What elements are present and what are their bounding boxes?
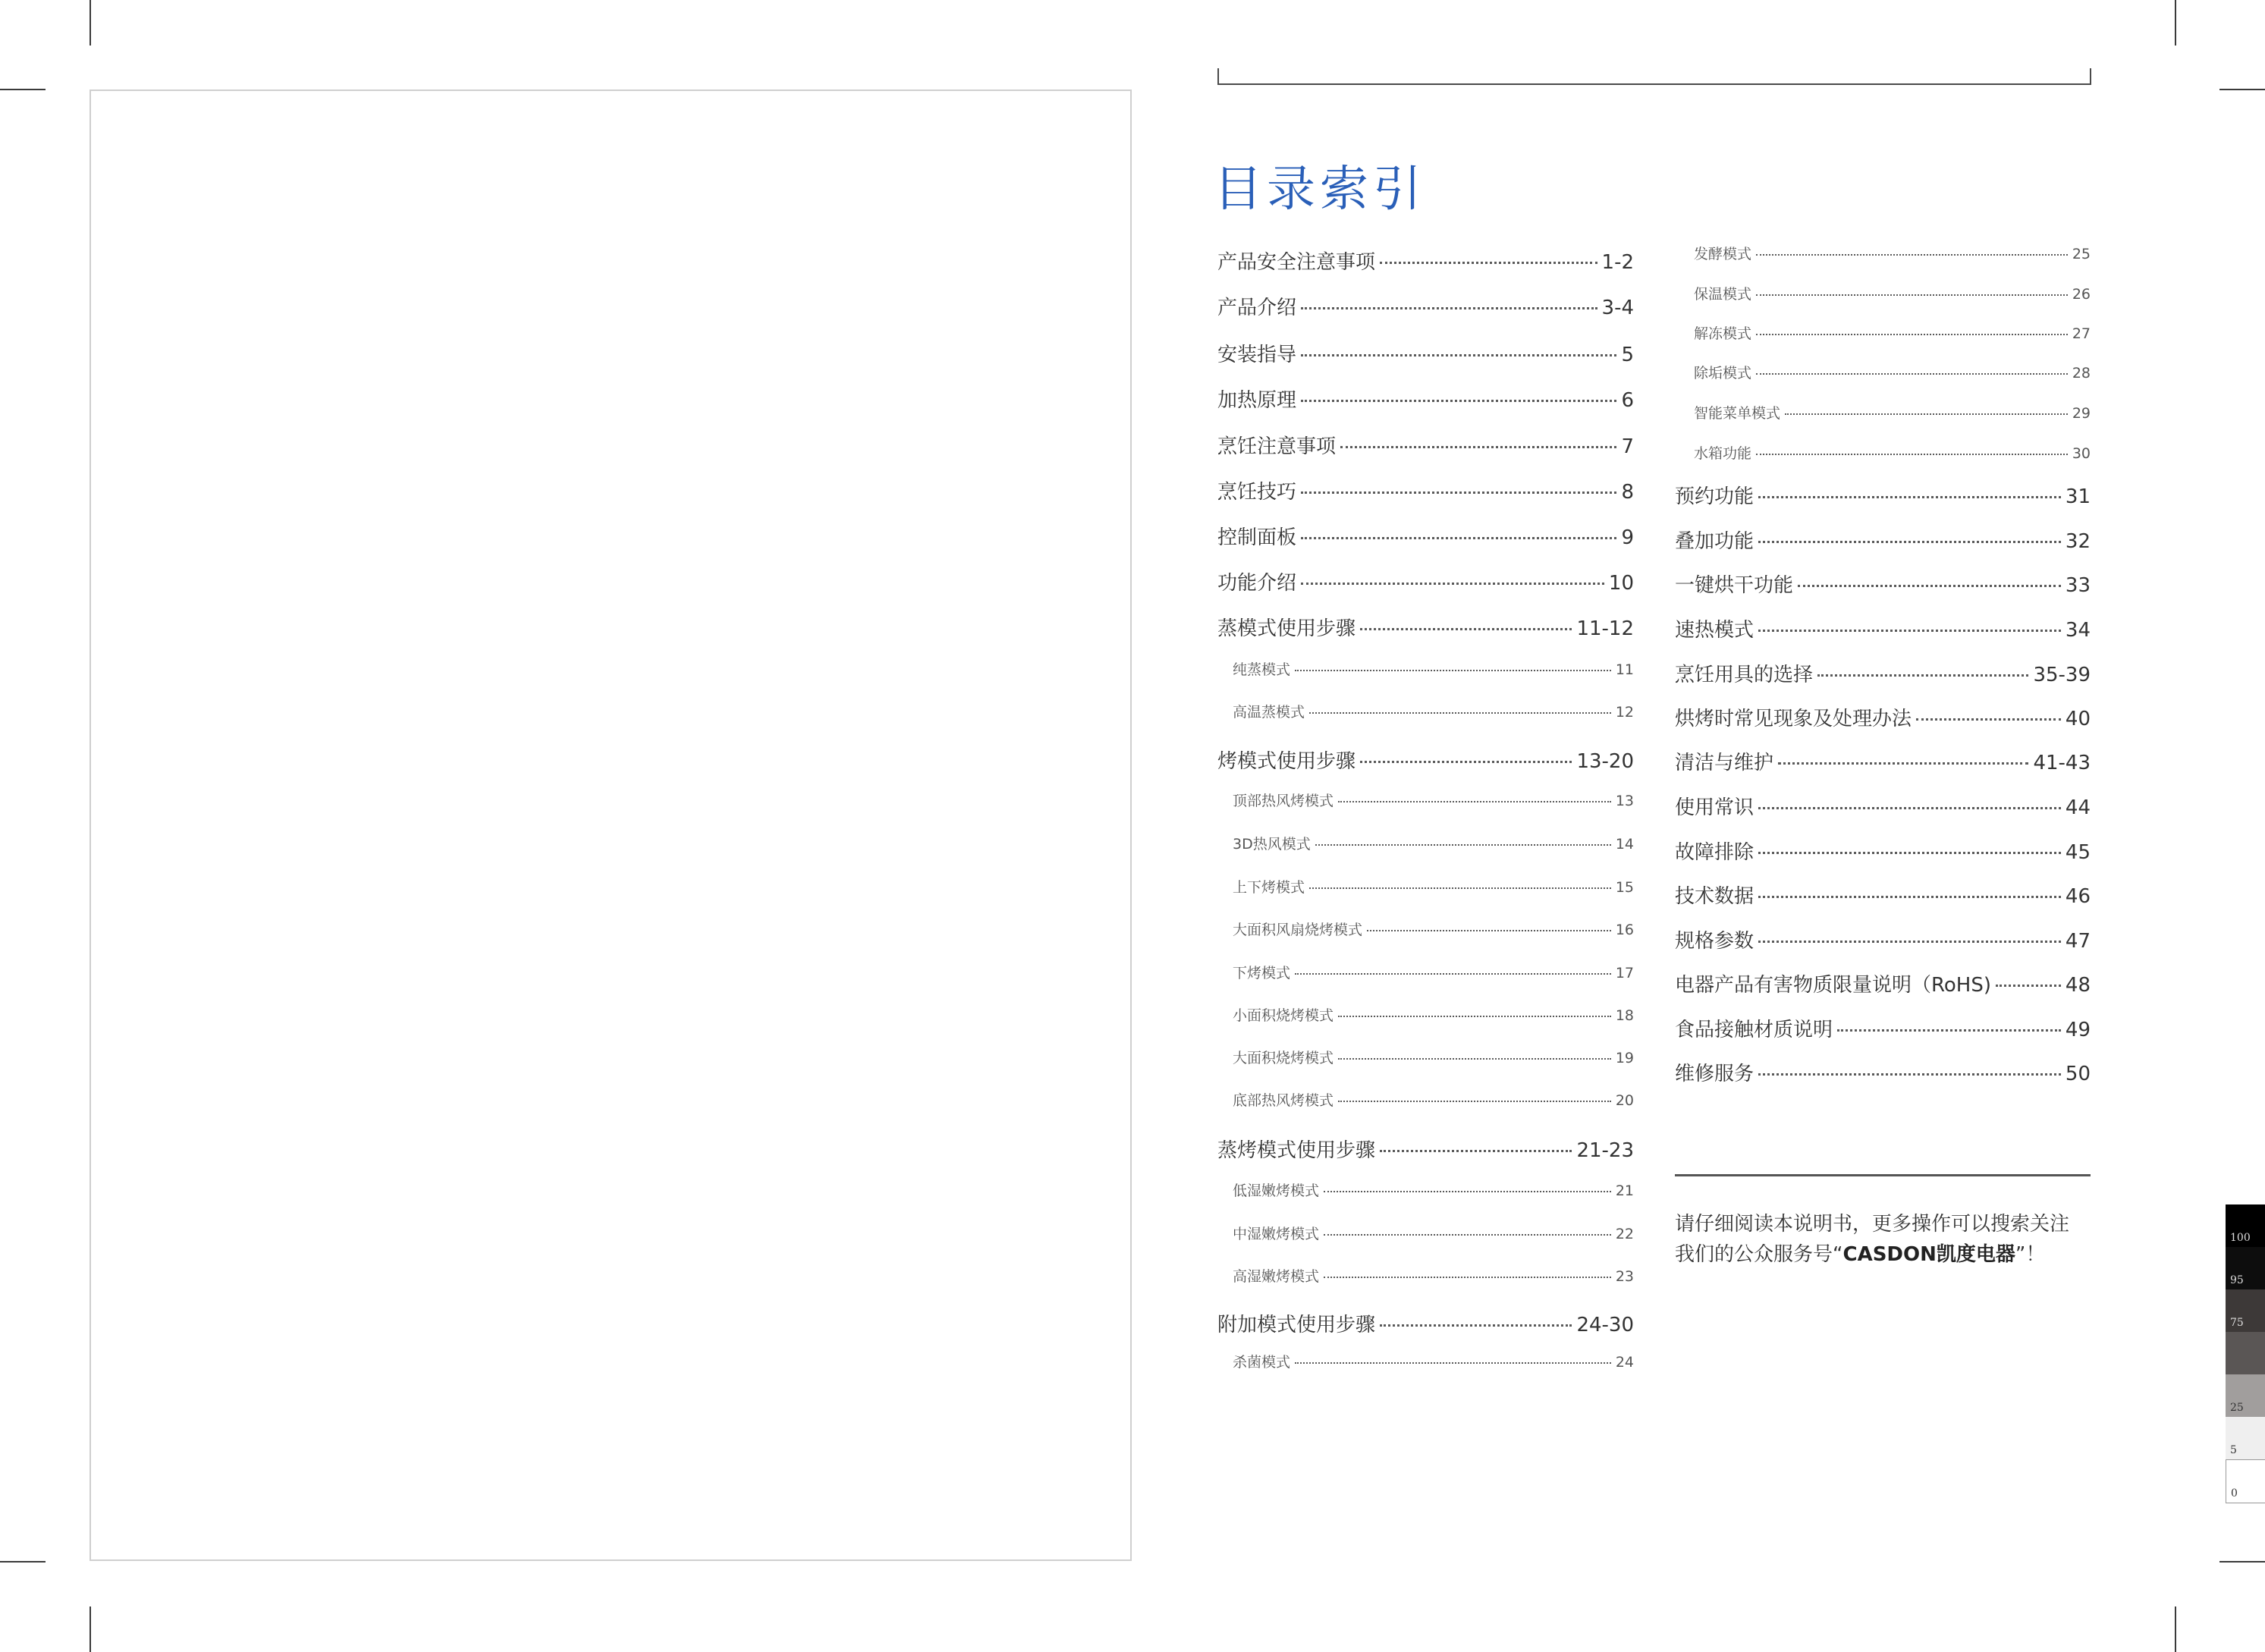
toc-entry-label: 产品安全注意事项 [1217,251,1376,274]
toc-entry[interactable] [1217,476,1634,504]
toc-page-number: 11-12 [1576,617,1634,640]
toc-page-number: 50 [2065,1063,2091,1085]
gray-swatch-label: 95 [2230,1274,2244,1286]
toc-page-number: 5 [1621,344,1634,366]
toc-entry[interactable] [1217,1309,1634,1337]
toc-entry-label: 电器产品有害物质限量说明（RoHS) [1675,974,1992,997]
toc-page-number: 49 [2065,1019,2091,1041]
dot-leader [1340,446,1616,448]
toc-entry[interactable] [1217,746,1634,774]
toc-entry[interactable] [1233,1004,1634,1025]
dot-leader [1756,294,2068,296]
dot-leader [1837,1029,2061,1032]
toc-entry-label: 功能介绍 [1217,572,1297,595]
dot-leader [1367,930,1611,931]
toc-page-number: 19 [1615,1050,1634,1066]
note-line-1: 请仔细阅读本说明书，更多操作可以搜索关注 [1675,1213,2070,1236]
crop-mark [2175,0,2176,46]
note-text [1675,1209,2100,1270]
dot-leader [1309,887,1611,889]
note-divider [1675,1174,2091,1176]
toc-page-number: 45 [2065,841,2091,864]
toc-entry[interactable] [1233,658,1634,679]
toc-entry[interactable] [1694,442,2091,463]
toc-page-number: 14 [1615,836,1634,853]
toc-page-number: 1-2 [1601,251,1634,274]
blank-left-page [90,90,1132,1561]
dot-leader [1360,761,1572,763]
toc-entry[interactable] [1217,339,1634,367]
toc-page-number: 13-20 [1576,750,1634,773]
crop-mark [2219,89,2265,90]
toc-entry-label: 食品接触材质说明 [1675,1019,1833,1041]
dot-leader [1817,674,2028,677]
toc-entry[interactable] [1217,567,1634,595]
crop-mark [90,1606,91,1652]
toc-entry-label: 顶部热风烤模式 [1233,793,1334,809]
toc-entry-label: 低湿嫩烤模式 [1233,1182,1320,1199]
toc-entry-label: 故障排除 [1675,841,1755,864]
dot-leader [1360,628,1572,630]
note-line-2: 我们的公众服务号“CASDON凯度电器”！ [1675,1243,2046,1266]
toc-entry[interactable] [1675,526,2091,554]
toc-entry-label: 附加模式使用步骤 [1217,1314,1376,1336]
toc-entry[interactable] [1233,701,1634,721]
brand-name: CASDON凯度电器 [1842,1243,2015,1266]
gray-swatch-label: 75 [2230,1317,2244,1329]
toc-entry[interactable] [1694,283,2091,303]
toc-entry[interactable] [1217,292,1634,320]
toc-entry-label: 产品介绍 [1217,297,1297,319]
toc-page-number: 41-43 [2033,752,2091,774]
toc-page-number: 21-23 [1576,1139,1634,1162]
dot-leader [1301,537,1616,539]
toc-entry[interactable] [1675,792,2091,820]
toc-entry-label: 解冻模式 [1694,325,1752,342]
dot-leader [1778,762,2028,765]
dot-leader [1309,712,1611,714]
toc-entry-label: 一键烘干功能 [1675,574,1794,597]
toc-page-number: 33 [2065,574,2091,597]
gray-swatch [2226,1247,2265,1289]
dot-leader [1756,373,2068,375]
toc-entry-label: 下烤模式 [1233,965,1291,981]
crop-mark [0,1561,46,1562]
dot-leader [1301,583,1604,585]
dot-leader [1301,400,1616,402]
toc-entry[interactable] [1675,837,2091,865]
dot-leader [1758,941,2061,943]
toc-entry[interactable] [1675,881,2091,909]
toc-entry[interactable] [1233,833,1634,853]
dot-leader [1295,1362,1611,1364]
crop-mark [2175,1606,2176,1652]
toc-entry-label: 规格参数 [1675,930,1755,953]
toc-page-number: 16 [1615,922,1634,938]
toc-entry[interactable] [1675,481,2091,509]
dot-leader [1338,1016,1611,1017]
toc-entry[interactable] [1233,1047,1634,1067]
dot-leader [1338,1058,1611,1060]
toc-entry-label: 保温模式 [1694,286,1752,303]
toc-entry[interactable] [1217,522,1634,550]
dot-leader [1380,1150,1572,1152]
toc-entry-label: 3D热风模式 [1233,836,1311,853]
toc-entry-label: 小面积烧烤模式 [1233,1007,1334,1024]
dot-leader [1301,492,1616,494]
gray-swatch-label: 25 [2230,1402,2244,1414]
toc-entry[interactable] [1694,243,2091,263]
toc-page-number: 18 [1615,1007,1634,1024]
toc-entry-label: 除垢模式 [1694,365,1752,382]
gray-swatch [2226,1417,2265,1459]
toc-entry[interactable] [1217,1135,1634,1163]
toc-entry-label: 大面积风扇烧烤模式 [1233,922,1363,938]
toc-entry-label: 发酵模式 [1694,246,1752,262]
toc-entry[interactable] [1217,431,1634,459]
toc-entry[interactable] [1675,614,2091,642]
toc-page-number: 12 [1615,704,1634,721]
toc-entry[interactable] [1675,1014,2091,1042]
dot-leader [1324,1277,1611,1278]
toc-entry-label: 蒸烤模式使用步骤 [1217,1139,1376,1162]
toc-page-number: 46 [2065,885,2091,908]
dot-leader [1295,973,1611,975]
dot-leader [1758,852,2061,854]
toc-entry[interactable] [1233,1089,1634,1110]
dot-leader [1380,1324,1572,1327]
toc-entry[interactable] [1675,1058,2091,1086]
gray-swatch-label: 0 [2231,1487,2238,1500]
toc-page-number: 25 [2072,246,2091,262]
toc-entry-label: 维修服务 [1675,1063,1755,1085]
toc-entry[interactable] [1675,659,2091,687]
toc-entry[interactable] [1233,962,1634,982]
toc-page-number: 15 [1615,879,1634,896]
toc-page-number: 8 [1621,481,1634,504]
toc-entry-label: 清洁与维护 [1675,752,1774,774]
dot-leader [1785,413,2068,415]
dot-leader [1758,630,2061,632]
gray-swatch [2226,1289,2265,1332]
dot-leader [1758,1073,2061,1076]
dot-leader [1324,1234,1611,1236]
toc-entry[interactable] [1233,1223,1634,1243]
toc-page-number: 17 [1615,965,1634,981]
toc-page-number: 44 [2065,796,2091,819]
gray-swatch [2226,1459,2265,1503]
gray-swatch [2226,1374,2265,1417]
toc-entry-label: 烘烤时常见现象及处理办法 [1675,708,1912,730]
toc-page-number: 30 [2072,445,2091,462]
toc-entry-label: 预约功能 [1675,485,1755,508]
toc-page-number: 24 [1615,1354,1634,1371]
toc-entry-label: 上下烤模式 [1233,879,1305,896]
toc-entry-label: 技术数据 [1675,885,1755,908]
toc-entry-label: 高温蒸模式 [1233,704,1305,721]
toc-entry-label: 水箱功能 [1694,445,1752,462]
toc-page-number: 6 [1621,389,1634,412]
toc-page-number: 28 [2072,365,2091,382]
dot-leader [1756,454,2068,455]
toc-page-number: 26 [2072,286,2091,303]
toc-entry-label: 安装指导 [1217,344,1297,366]
toc-entry[interactable] [1233,1351,1634,1371]
toc-page-number: 31 [2065,485,2091,508]
toc-page-number: 13 [1615,793,1634,809]
toc-entry[interactable] [1675,969,2091,997]
header-rule [1217,68,2091,85]
toc-page-number: 27 [2072,325,2091,342]
toc-entry-label: 速热模式 [1675,619,1755,642]
toc-page-number: 29 [2072,405,2091,422]
toc-entry[interactable] [1233,919,1634,939]
toc-entry[interactable] [1233,790,1634,810]
toc-entry-label: 加热原理 [1217,389,1297,412]
toc-page-number: 23 [1615,1268,1634,1285]
toc-page-number: 7 [1621,435,1634,458]
dot-leader [1758,896,2061,898]
toc-entry[interactable] [1675,570,2091,598]
toc-page-number: 10 [1608,572,1634,595]
dot-leader [1996,985,2061,987]
dot-leader [1798,585,2061,587]
crop-mark [2219,1561,2265,1562]
dot-leader [1338,801,1611,802]
dot-leader [1756,254,2068,256]
toc-page-number: 48 [2065,974,2091,997]
toc-entry-label: 烹饪注意事项 [1217,435,1337,458]
toc-entry-label: 底部热风烤模式 [1233,1092,1334,1109]
dot-leader [1758,541,2061,543]
toc-entry-label: 烹饪技巧 [1217,481,1297,504]
toc-entry-label: 烹饪用具的选择 [1675,664,1814,686]
toc-page-number: 3-4 [1601,297,1634,319]
toc-page-number: 34 [2065,619,2091,642]
toc-entry[interactable] [1675,747,2091,775]
crop-mark [90,0,91,46]
gray-swatch [2226,1204,2265,1247]
gray-swatch [2226,1332,2265,1374]
page-title: 目录索引 [1214,162,1426,218]
toc-entry[interactable] [1217,385,1634,413]
dot-leader [1758,807,2061,809]
gray-swatch-label: 5 [2230,1444,2237,1456]
gray-scale-bar [2226,1204,2265,1503]
toc-entry-label: 智能菜单模式 [1694,405,1781,422]
toc-entry-label: 杀菌模式 [1233,1354,1291,1371]
dot-leader [1916,718,2061,721]
toc-page-number: 20 [1615,1092,1634,1109]
dot-leader [1315,844,1611,846]
toc-entry[interactable] [1675,925,2091,953]
toc-page-number: 40 [2065,708,2091,730]
toc-entry-label: 高湿嫩烤模式 [1233,1268,1320,1285]
gray-swatch-label: 100 [2230,1232,2251,1244]
toc-entry[interactable] [1694,322,2091,343]
dot-leader [1324,1191,1611,1192]
crop-mark [0,89,46,90]
toc-entry-label: 叠加功能 [1675,530,1755,553]
dot-leader [1380,262,1597,264]
dot-leader [1301,307,1597,309]
toc-entry[interactable] [1233,1179,1634,1200]
toc-entry[interactable] [1675,703,2091,731]
dot-leader [1338,1101,1611,1102]
toc-entry[interactable] [1217,613,1634,641]
toc-page-number: 21 [1615,1182,1634,1199]
toc-page-number: 47 [2065,930,2091,953]
dot-leader [1301,354,1616,356]
toc-page-number: 35-39 [2033,664,2091,686]
toc-entry-label: 大面积烧烤模式 [1233,1050,1334,1066]
toc-entry[interactable] [1233,1265,1634,1286]
dot-leader [1758,496,2061,498]
toc-entry-label: 使用常识 [1675,796,1755,819]
toc-entry-label: 蒸模式使用步骤 [1217,617,1356,640]
toc-entry-label: 控制面板 [1217,526,1297,549]
toc-page-number: 9 [1621,526,1634,549]
toc-entry[interactable] [1233,876,1634,897]
toc-entry-label: 中湿嫩烤模式 [1233,1226,1320,1242]
toc-entry-label: 烤模式使用步骤 [1217,750,1356,773]
toc-page-number: 32 [2065,530,2091,553]
toc-entry-label: 纯蒸模式 [1233,661,1291,678]
toc-page-number: 24-30 [1576,1314,1634,1336]
toc-entry[interactable] [1694,402,2091,422]
toc-page-number: 22 [1615,1226,1634,1242]
dot-leader [1295,670,1611,671]
toc-entry[interactable] [1217,247,1634,275]
toc-page-number: 11 [1615,661,1634,678]
toc-entry[interactable] [1694,362,2091,382]
dot-leader [1756,334,2068,335]
